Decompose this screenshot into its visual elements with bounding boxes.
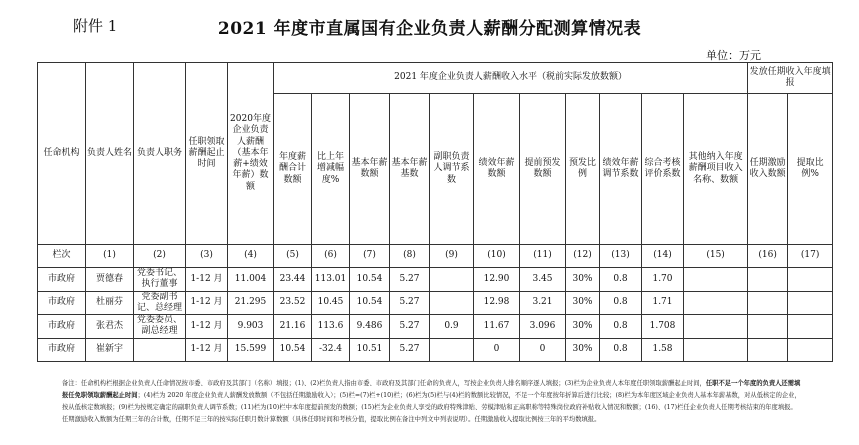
- cell-base: 10.51: [350, 338, 390, 361]
- header-perf-adjust: 绩效年薪调节系数: [600, 94, 642, 245]
- cell-name: 杜丽芬: [86, 291, 134, 315]
- col-num: (15): [684, 245, 748, 268]
- header-advance-ratio: 预发比例: [566, 94, 600, 245]
- cell-advance-ratio: 30%: [566, 338, 600, 361]
- cell-base-coef: 5.27: [390, 268, 430, 292]
- cell-eval: 1.708: [642, 315, 684, 339]
- cell-withdraw: [788, 315, 833, 339]
- cell-other: [684, 338, 748, 361]
- table-row: [38, 268, 833, 292]
- cell-perf-adjust: 0.8: [600, 338, 642, 361]
- attachment-label: 附件 1: [73, 17, 118, 35]
- cell-tenure-income: [748, 338, 788, 361]
- cell-other: [684, 315, 748, 339]
- header-tenure-group: 发放任期收入年度填报: [748, 63, 833, 94]
- unit-label: 单位：万元: [706, 49, 761, 62]
- cell-growth: 113.01: [312, 268, 350, 292]
- header-withdraw-ratio: 提取比例%: [788, 94, 833, 245]
- header-growth: 比上年增减幅度%: [312, 94, 350, 245]
- cell-base: 9.486: [350, 315, 390, 339]
- cell-2020: 9.903: [228, 315, 274, 339]
- header-perf: 绩效年薪数额: [474, 94, 520, 245]
- cell-tenure-income: [748, 291, 788, 315]
- cell-2020: 11.004: [228, 268, 274, 292]
- cell-org: 市政府: [38, 291, 86, 315]
- col-num: (13): [600, 245, 642, 268]
- col-num: (10): [474, 245, 520, 268]
- header-other: 其他纳入年度薪酬项目收入名称、数额: [684, 94, 748, 245]
- cell-adjust: [430, 338, 474, 361]
- cell-total: 10.54: [274, 338, 312, 361]
- cell-base: 10.54: [350, 268, 390, 292]
- footnote: [62, 378, 802, 426]
- cell-advance: 3.45: [520, 268, 566, 292]
- cell-2020: 21.295: [228, 291, 274, 315]
- cell-growth: -32.4: [312, 338, 350, 361]
- cell-withdraw: [788, 268, 833, 292]
- cell-position: [134, 338, 186, 361]
- header-total: 年度薪酬合计数额: [274, 94, 312, 245]
- header-name: 负责人姓名: [86, 63, 134, 245]
- cell-base-coef: 5.27: [390, 291, 430, 315]
- col-num: (2): [134, 245, 186, 268]
- header-tenure-income: 任期激励收入数额: [748, 94, 788, 245]
- cell-advance: 0: [520, 338, 566, 361]
- header-adjust: 副职负责人调节系数: [430, 94, 474, 245]
- table-row: [38, 291, 833, 315]
- col-num: (11): [520, 245, 566, 268]
- header-2021-group: 2021 年度企业负责人薪酬收入水平（税前实际发放数额）: [274, 63, 748, 94]
- col-num: (16): [748, 245, 788, 268]
- cell-name: 贾德春: [86, 268, 134, 292]
- header: [0, 0, 859, 44]
- col-num: (7): [350, 245, 390, 268]
- cell-perf: 0: [474, 338, 520, 361]
- cell-withdraw: [788, 338, 833, 361]
- cell-eval: 1.70: [642, 268, 684, 292]
- col-num: (12): [566, 245, 600, 268]
- table-row: [38, 338, 833, 361]
- cell-tenure-income: [748, 315, 788, 339]
- cell-perf: 11.67: [474, 315, 520, 339]
- col-num: (3): [186, 245, 228, 268]
- cell-2020: 15.599: [228, 338, 274, 361]
- cell-perf-adjust: 0.8: [600, 291, 642, 315]
- row-label: 栏次: [38, 245, 86, 268]
- cell-name: 张君杰: [86, 315, 134, 339]
- cell-base: 10.54: [350, 291, 390, 315]
- cell-period: 1-12 月: [186, 291, 228, 315]
- cell-period: 1-12 月: [186, 268, 228, 292]
- cell-base-coef: 5.27: [390, 338, 430, 361]
- col-num: (1): [86, 245, 134, 268]
- cell-growth: 113.6: [312, 315, 350, 339]
- cell-position: 党委书记、执行董事: [134, 268, 186, 292]
- cell-position: 党委副书记、总经理: [134, 291, 186, 315]
- col-num: (9): [430, 245, 474, 268]
- cell-adjust: [430, 268, 474, 292]
- cell-period: 1-12 月: [186, 315, 228, 339]
- cell-name: 崔新宇: [86, 338, 134, 361]
- cell-advance-ratio: 30%: [566, 291, 600, 315]
- col-num: (14): [642, 245, 684, 268]
- col-num: (6): [312, 245, 350, 268]
- footnote-part1: 备注：任命机构栏根据企业负责人任命情况按市委、市政府及其部门（名称）填报；(1)、(2)栏负责人指由市委、市政府及其部门任命的负责人，写按企业负责人排名顺序逐人填报；(3)栏为企业负责人本年度任职领取薪酬起止时间，: [62, 380, 706, 387]
- cell-tenure-income: [748, 268, 788, 292]
- cell-advance: 3.096: [520, 315, 566, 339]
- column-number-row: [38, 245, 833, 268]
- cell-perf-adjust: 0.8: [600, 315, 642, 339]
- col-num: (4): [228, 245, 274, 268]
- cell-org: 市政府: [38, 268, 86, 292]
- table-row: [38, 315, 833, 339]
- cell-base-coef: 5.27: [390, 315, 430, 339]
- cell-other: [684, 291, 748, 315]
- col-num: (5): [274, 245, 312, 268]
- cell-perf: 12.98: [474, 291, 520, 315]
- footnote-part2: ；(4)栏为 2020 年度企业负责人薪酬发放数额（不包括任期激励收入）；(5)栏=(7)栏+(10)栏；(6)栏为(5)栏与(4)栏的数额比较情况，不足一个年度按年折算后进行比较；(8)栏为本年度区域企业负责人基本年薪基数，对从低核定的企业，按从低核定数填报；(9)栏为按规定确定的副职负责人调节系数；(11)栏为(10)栏中本年度提前预发的数额；(15)栏为企业负责人享受的政府特殊津贴、劳模津贴和正高职称等特殊岗位政府补贴收入情况和数额；(16)、(17)栏任企业负责人任期考核结束的年度填报。任期激励收入数额为任期三年的合计数，任期不足三年的按实际任职月数计算数额（具体任职时间和考核分值，提取比例在备注中列文中列表说明）。任期激励收入提取比例按三年的平均数填报。: [62, 392, 801, 423]
- cell-eval: 1.58: [642, 338, 684, 361]
- col-num: (17): [788, 245, 833, 268]
- cell-advance: 3.21: [520, 291, 566, 315]
- cell-total: 23.52: [274, 291, 312, 315]
- cell-eval: 1.71: [642, 291, 684, 315]
- cell-org: 市政府: [38, 315, 86, 339]
- header-org: 任命机构: [38, 63, 86, 245]
- cell-advance-ratio: 30%: [566, 315, 600, 339]
- header-advance: 提前预发数额: [520, 94, 566, 245]
- cell-adjust: 0.9: [430, 315, 474, 339]
- salary-table: [37, 62, 833, 362]
- cell-total: 21.16: [274, 315, 312, 339]
- footnote-bold: 任职不足一个年度的负责人还需填报任免职领取薪酬起止时间: [62, 380, 801, 399]
- col-num: (8): [390, 245, 430, 268]
- header-2020: 2020年度企业负责人薪酬（基本年薪+绩效年薪）数额: [228, 63, 274, 245]
- cell-perf: 12.90: [474, 268, 520, 292]
- cell-advance-ratio: 30%: [566, 268, 600, 292]
- cell-position: 党委委员、副总经理: [134, 315, 186, 339]
- header-tenure-time: 任职领取薪酬起止时间: [186, 63, 228, 245]
- cell-total: 23.44: [274, 268, 312, 292]
- cell-perf-adjust: 0.8: [600, 268, 642, 292]
- cell-withdraw: [788, 291, 833, 315]
- header-base: 基本年薪数额: [350, 94, 390, 245]
- page-title: 2021 年度市直属国有企业负责人薪酬分配测算情况表: [217, 19, 642, 39]
- cell-growth: 10.45: [312, 291, 350, 315]
- header-base-coef: 基本年薪基数: [390, 94, 430, 245]
- cell-period: 1-12 月: [186, 338, 228, 361]
- cell-other: [684, 268, 748, 292]
- cell-adjust: [430, 291, 474, 315]
- header-position: 负责人职务: [134, 63, 186, 245]
- header-eval: 综合考核评价系数: [642, 94, 684, 245]
- cell-org: 市政府: [38, 338, 86, 361]
